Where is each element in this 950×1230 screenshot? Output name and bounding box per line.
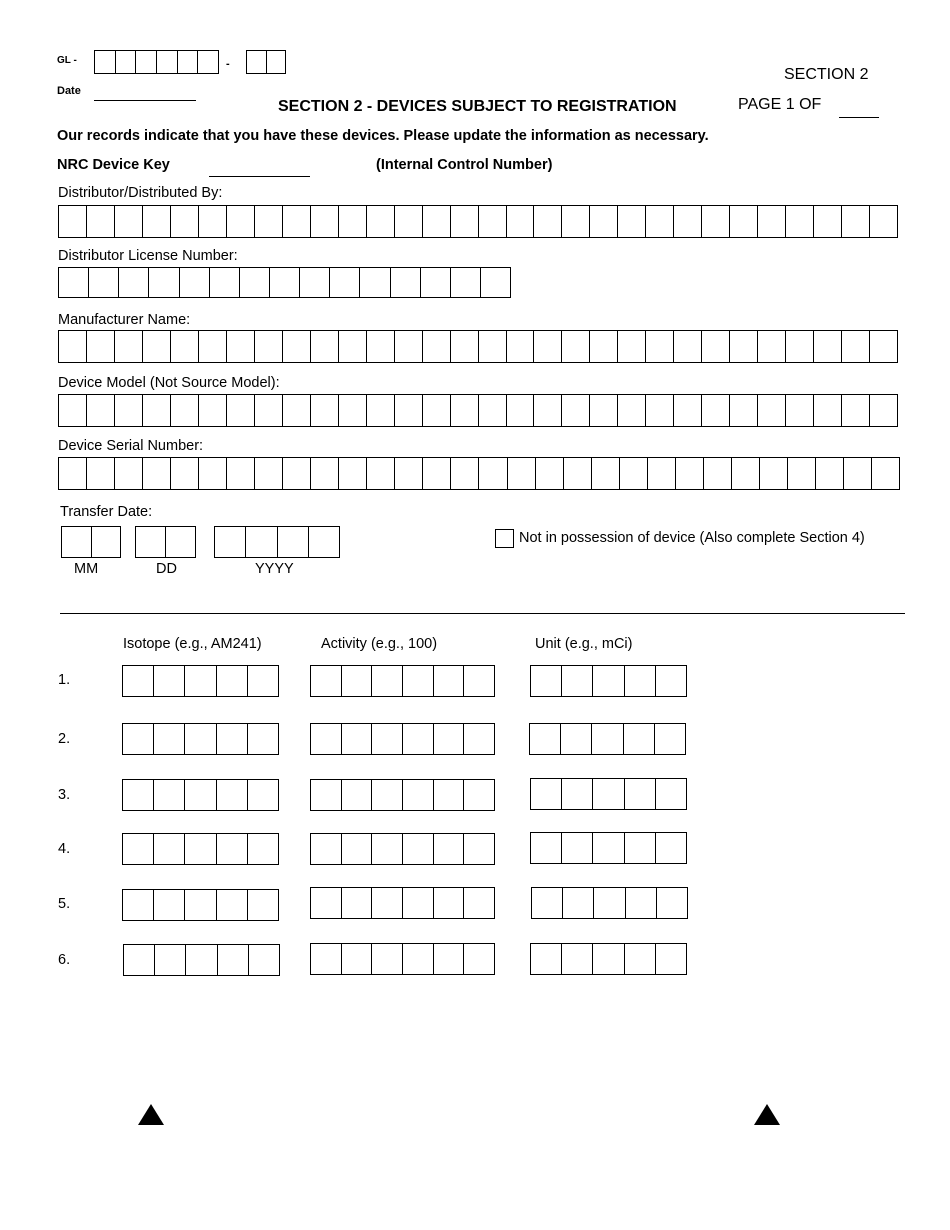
gl-suffix-input[interactable] [246, 50, 286, 74]
serial-label: Device Serial Number: [58, 438, 204, 454]
day-caption: DD [156, 561, 177, 577]
license-label: Distributor License Number: [58, 248, 238, 264]
row-number: 5. [58, 896, 71, 912]
isotope-input[interactable] [123, 944, 280, 976]
gl-number-input[interactable] [94, 50, 219, 74]
year-caption: YYYY [255, 561, 294, 577]
section-label: SECTION 2 [784, 66, 869, 83]
row-number: 2. [58, 731, 71, 747]
page-of-label: PAGE 1 OF [738, 96, 822, 113]
unit-input[interactable] [530, 665, 687, 697]
not-in-possession-checkbox[interactable] [495, 529, 514, 548]
device-key-input[interactable] [209, 176, 310, 177]
triangle-marker-icon [754, 1104, 780, 1125]
month-caption: MM [74, 561, 99, 577]
activity-input[interactable] [310, 723, 495, 755]
transfer-date-label: Transfer Date: [60, 504, 153, 520]
unit-input[interactable] [529, 723, 686, 755]
transfer-month-input[interactable] [61, 526, 121, 558]
isotope-input[interactable] [122, 889, 279, 921]
transfer-day-input[interactable] [135, 526, 196, 558]
page-title: SECTION 2 - DEVICES SUBJECT TO REGISTRATION [278, 98, 677, 115]
manufacturer-input[interactable] [58, 330, 898, 363]
page-total-input[interactable] [839, 117, 879, 118]
activity-input[interactable] [310, 887, 495, 919]
date-input[interactable] [94, 100, 196, 101]
device-key-label: NRC Device Key [57, 157, 170, 173]
row-number: 3. [58, 787, 71, 803]
activity-input[interactable] [310, 665, 495, 697]
unit-input[interactable] [530, 832, 687, 864]
unit-input[interactable] [531, 887, 688, 919]
distributor-label: Distributor/Distributed By: [58, 185, 223, 201]
intro-text: Our records indicate that you have these devices. Please update the information as necessary. [57, 128, 709, 144]
device-key-note: (Internal Control Number) [376, 157, 553, 173]
model-input[interactable] [58, 394, 898, 427]
isotope-header: Isotope (e.g., AM241) [123, 636, 262, 652]
not-in-possession-label: Not in possession of device (Also complete Section 4) [519, 530, 865, 546]
gl-label: GL - [57, 55, 77, 66]
date-label: Date [57, 85, 81, 97]
isotope-input[interactable] [122, 665, 279, 697]
unit-input[interactable] [530, 778, 687, 810]
section-divider [60, 613, 905, 614]
activity-input[interactable] [310, 943, 495, 975]
isotope-input[interactable] [122, 723, 279, 755]
row-number: 1. [58, 672, 71, 688]
manufacturer-label: Manufacturer Name: [58, 312, 191, 328]
license-input[interactable] [58, 267, 511, 298]
activity-input[interactable] [310, 833, 495, 865]
activity-input[interactable] [310, 779, 495, 811]
model-label: Device Model (Not Source Model): [58, 375, 280, 391]
serial-input[interactable] [58, 457, 900, 490]
unit-header: Unit (e.g., mCi) [535, 636, 633, 652]
triangle-marker-icon [138, 1104, 164, 1125]
row-number: 4. [58, 841, 71, 857]
row-number: 6. [58, 952, 71, 968]
gl-dash: - [226, 58, 230, 70]
isotope-input[interactable] [122, 833, 279, 865]
unit-input[interactable] [530, 943, 687, 975]
transfer-year-input[interactable] [214, 526, 340, 558]
isotope-input[interactable] [122, 779, 279, 811]
distributor-input[interactable] [58, 205, 898, 238]
activity-header: Activity (e.g., 100) [321, 636, 438, 652]
